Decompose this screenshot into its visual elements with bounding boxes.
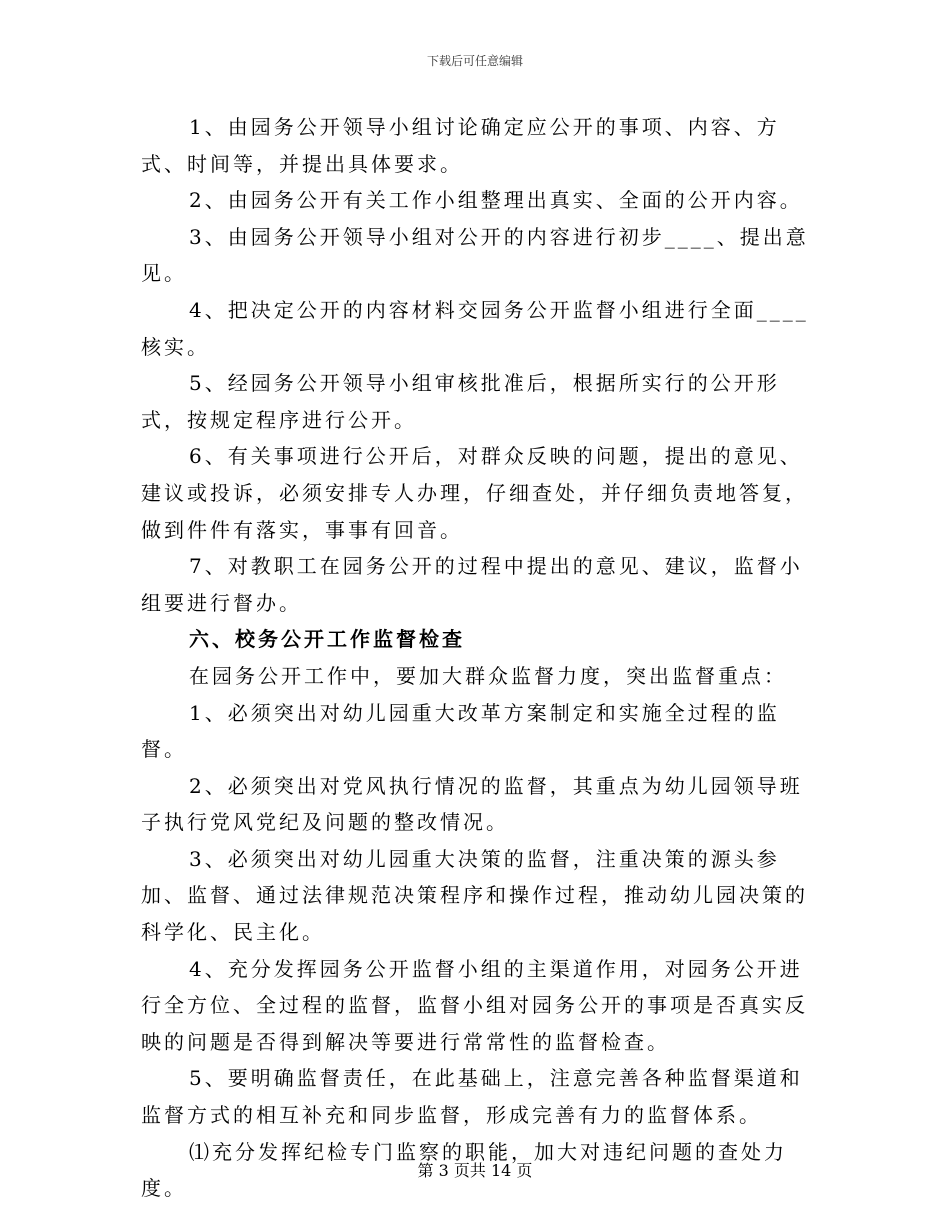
paragraph-6: 6、有关事项进行公开后，对群众反映的问题，提出的意见、建议或投诉，必须安排专人办理，仔细查处，并仔细负责地答复，做到件件有落实，事事有回音。 [141, 444, 808, 542]
page-header: 下载后可任意编辑 [426, 54, 523, 68]
section-intro: 在园务公开工作中，要加大群众监督力度，突出监督重点： [189, 663, 787, 688]
supervision-item-2: 2、必须突出对党风执行情况的监督，其重点为幼儿园领导班子执行党风党纪及问题的整改情况。 [141, 773, 803, 835]
paragraph-4: 4、把决定公开的内容材料交园务公开监督小组进行全面____核实。 [141, 297, 809, 359]
supervision-item-3: 3、必须突出对幼儿园重大决策的监督，注重决策的源头参加、监督、通过法律规范决策程序和操作过程，推动幼儿园决策的科学化、民主化。 [141, 846, 808, 945]
paragraph-7: 7、对教职工在园务公开的过程中提出的意见、建议，监督小组要进行督办。 [141, 554, 803, 615]
page-number: 第 3 页共 14 页 [417, 1161, 533, 1180]
paragraph-2: 2、由园务公开有关工作小组整理出真实、全面的公开内容。 [189, 188, 803, 213]
document-body [141, 109, 811, 1207]
supervision-item-1: 1、必须突出对幼儿园重大改革方案制定和实施全过程的监督。 [141, 700, 780, 762]
paragraph-5: 5、经园务公开领导小组审核批准后，根据所实行的公开形式，按规定程序进行公开。 [141, 371, 780, 432]
paragraph-1: 1、由园务公开领导小组讨论确定应公开的事项、内容、方式、时间等，并提出具体要求。 [141, 115, 780, 176]
supervision-item-5: 5、要明确监督责任，在此基础上，注意完善各种监督渠道和监督方式的相互补充和同步监督，形成完善有力的监督体系。 [141, 1066, 803, 1128]
paragraph-3: 3、由园务公开领导小组对公开的内容进行初步____、提出意见。 [141, 224, 809, 286]
sub-item-1: ⑴充分发挥纪检专门监察的职能，加大对违纪问题的查处力度。 [141, 1139, 787, 1201]
supervision-item-4: 4、充分发挥园务公开监督小组的主渠道作用，对园务公开进行全方位、全过程的监督，监督小组对园务公开的事项是否真实反映的问题是否得到解决等要进行常常性的监督检查。 [141, 956, 808, 1054]
section-heading: 六、校务公开工作监督检查 [189, 627, 465, 652]
